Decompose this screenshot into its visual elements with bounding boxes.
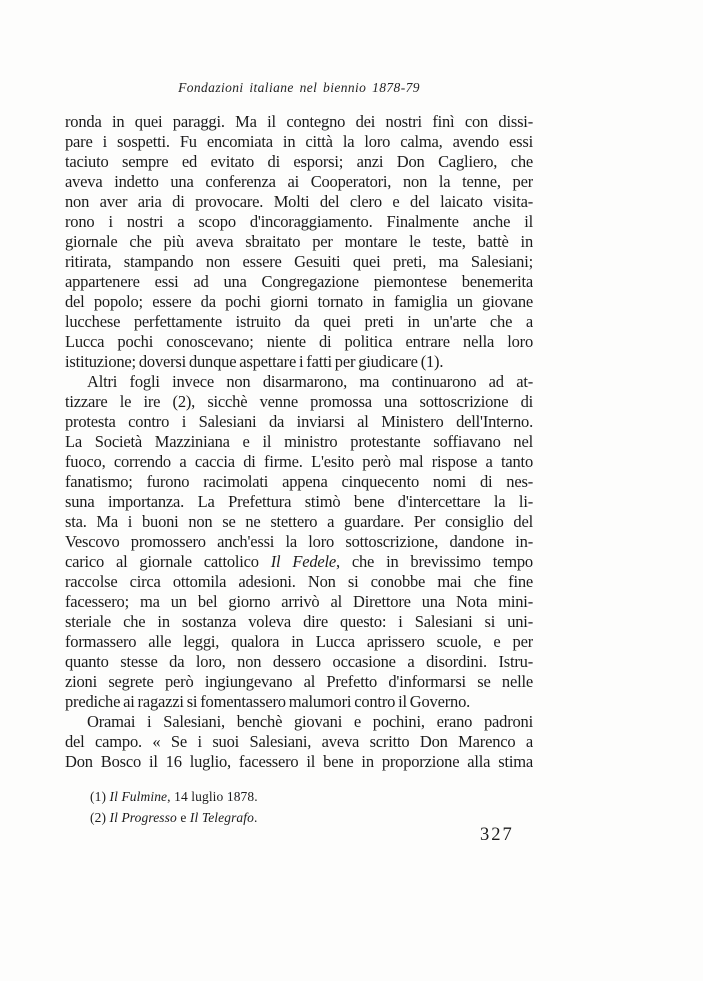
text-line: steriale che in sostanza voleva dire questo: i Salesiani si uni- xyxy=(65,612,533,631)
text-line: carico al giornale cattolico Il Fedele, che in brevissimo tempo xyxy=(65,552,533,571)
text-line: giornale che più aveva sbraitato per montare le teste, battè in xyxy=(65,232,533,251)
text-line: rono i nostri a scopo d'incoraggiamento. Finalmente anche il xyxy=(65,212,533,231)
footnote: (2) Il Progresso e Il Telegrafo. xyxy=(90,810,258,825)
text-line: fuoco, correndo a caccia di firme. L'esito però mal rispose a tanto xyxy=(65,452,533,471)
running-header: Fondazioni italiane nel biennio 1878-79 xyxy=(178,80,420,95)
text-line: facessero; ma un bel giorno arrivò al Direttore una Nota mini- xyxy=(65,592,533,611)
text-line: Altri fogli invece non disarmarono, ma continuarono ad at- xyxy=(87,372,533,391)
text-line: Don Bosco il 16 luglio, facessero il bene in proporzione alla stima xyxy=(65,752,533,771)
text-line: La Società Mazziniana e il ministro protestante soffiavano nel xyxy=(65,432,533,451)
text-line: suna importanza. La Prefettura stimò bene d'intercettare la li- xyxy=(65,492,533,511)
text-line: pare i sospetti. Fu encomiata in città la loro calma, avendo essi xyxy=(65,132,533,151)
text-line: tizzare le ire (2), sicchè venne promossa una sottoscrizione di xyxy=(65,392,533,411)
text-line: taciuto sempre ed evitato di esporsi; anzi Don Cagliero, che xyxy=(65,152,533,171)
text-line: non aver aria di provocare. Molti del clero e del laicato visita- xyxy=(65,192,533,211)
text-line: sta. Ma i buoni non se ne stettero a guardare. Per consiglio del xyxy=(65,512,533,531)
text-line: raccolse circa ottomila adesioni. Non si conobbe mai che fine xyxy=(65,572,533,591)
text-line: zioni segrete però ingiungevano al Prefetto d'informarsi se nelle xyxy=(65,672,533,691)
body-text xyxy=(65,112,533,772)
text-line: lucchese perfettamente istruito da quei preti in un'arte che a xyxy=(65,312,533,331)
text-line: Oramai i Salesiani, benchè giovani e pochini, erano padroni xyxy=(87,712,533,731)
text-line: Lucca pochi conoscevano; niente di politica entrare nella loro xyxy=(65,332,533,351)
text-line: Vescovo promossero anch'essi la loro sottoscrizione, dandone in- xyxy=(65,532,533,551)
page-number: 327 xyxy=(480,825,514,845)
text-line: fanatismo; furono racimolati appena cinquecento nomi di nes- xyxy=(65,472,533,491)
text-line: protesta contro i Salesiani da inviarsi al Ministero dell'Interno. xyxy=(65,412,533,431)
text-line: prediche ai ragazzi si fomentassero malumori contro il Governo. xyxy=(65,692,471,711)
text-line: del popolo; essere da pochi giorni tornato in famiglia un giovane xyxy=(65,292,533,311)
text-line: quanto stesse da loro, non dessero occasione a disordini. Istru- xyxy=(65,652,533,671)
text-line: ronda in quei paraggi. Ma il contegno dei nostri finì con dissi- xyxy=(65,112,533,131)
footnote: (1) Il Fulmine, 14 luglio 1878. xyxy=(90,789,258,804)
footnotes xyxy=(90,786,533,828)
text-line: appartenere essi ad una Congregazione piemontese benemerita xyxy=(65,272,533,291)
text-line: del campo. « Se i suoi Salesiani, aveva scritto Don Marenco a xyxy=(65,732,533,751)
text-line: aveva indetto una conferenza ai Cooperatori, non la tenne, per xyxy=(65,172,533,191)
text-line: ritirata, stampando non essere Gesuiti quei preti, ma Salesiani; xyxy=(65,252,533,271)
text-line: formassero alle leggi, qualora in Lucca aprissero scuole, e per xyxy=(65,632,533,651)
text-line: istituzione; doversi dunque aspettare i fatti per giudicare (1). xyxy=(65,352,444,371)
